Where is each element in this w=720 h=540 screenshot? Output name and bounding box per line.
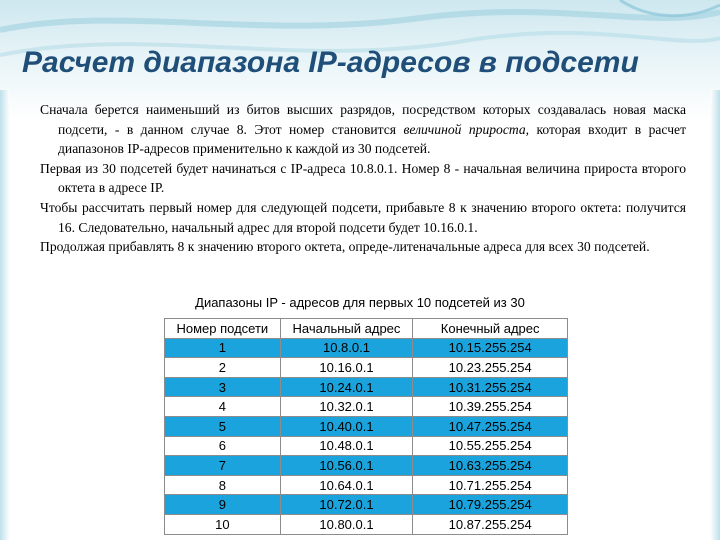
slide-frame-right <box>710 90 720 540</box>
cell-start-address: 10.80.0.1 <box>280 514 413 534</box>
paragraph-2: Первая из 30 подсетей будет начинаться с IP-адреса 10.8.0.1. Номер 8 - начальная величина прироста второго октета в адресе IP. <box>40 160 686 196</box>
paragraph-1-text: Сначала берется наименьший из битов высших разрядов, посредством которых создавалась новая маска подсети, - в данном случае 8. Этот номер становится <box>40 102 686 137</box>
table-row <box>165 495 568 515</box>
cell-subnet-number: 5 <box>165 416 281 436</box>
cell-start-address: 10.24.0.1 <box>280 377 413 397</box>
page-title: Расчет диапазона IP-адресов в подсети <box>22 46 639 79</box>
cell-subnet-number: 8 <box>165 475 281 495</box>
cell-start-address: 10.64.0.1 <box>280 475 413 495</box>
cell-subnet-number: 1 <box>165 338 281 358</box>
cell-subnet-number: 6 <box>165 436 281 456</box>
paragraph-3: Чтобы рассчитать первый номер для следующей подсети, прибавьте 8 к значению второго октета: получится 16. Следовательно, начальный адрес для второй подсети будет 10.16.0.1. <box>40 199 686 235</box>
table-row <box>165 416 568 436</box>
table-row <box>165 377 568 397</box>
cell-start-address: 10.16.0.1 <box>280 358 413 378</box>
header-end-address: Конечный адрес <box>413 319 568 339</box>
cell-end-address: 10.55.255.254 <box>413 436 568 456</box>
header-start-address: Начальный адрес <box>280 319 413 339</box>
cell-end-address: 10.15.255.254 <box>413 338 568 358</box>
cell-subnet-number: 3 <box>165 377 281 397</box>
ip-ranges-table <box>164 318 568 535</box>
paragraph-1 <box>40 100 686 159</box>
table-caption: Диапазоны IP - адресов для первых 10 подсетей из 30 <box>195 295 525 310</box>
header-subnet-number: Номер подсети <box>165 319 281 339</box>
cell-subnet-number: 7 <box>165 456 281 476</box>
cell-end-address: 10.39.255.254 <box>413 397 568 417</box>
cell-subnet-number: 2 <box>165 358 281 378</box>
cell-start-address: 10.48.0.1 <box>280 436 413 456</box>
paragraph-1-text-end: которая входит в расчет диапазонов IP-адресов применительно к каждой из 30 подсетей. <box>58 121 687 157</box>
cell-start-address: 10.56.0.1 <box>280 456 413 476</box>
table-row <box>165 456 568 476</box>
cell-subnet-number: 10 <box>165 514 281 534</box>
table-row <box>165 436 568 456</box>
cell-end-address: 10.23.255.254 <box>413 358 568 378</box>
cell-start-address: 10.32.0.1 <box>280 397 413 417</box>
table-row <box>165 475 568 495</box>
cell-subnet-number: 9 <box>165 495 281 515</box>
body-text <box>40 100 686 257</box>
cell-end-address: 10.71.255.254 <box>413 475 568 495</box>
table-row <box>165 338 568 358</box>
table-row <box>165 514 568 534</box>
cell-end-address: 10.47.255.254 <box>413 416 568 436</box>
cell-end-address: 10.63.255.254 <box>413 456 568 476</box>
table-row <box>165 397 568 417</box>
cell-subnet-number: 4 <box>165 397 281 417</box>
cell-end-address: 10.87.255.254 <box>413 514 568 534</box>
paragraph-4: Продолжая прибавлять 8 к значению второго октета, опреде-литеначальные адреса для всех 30 подсетей. <box>40 239 650 255</box>
cell-end-address: 10.31.255.254 <box>413 377 568 397</box>
cell-start-address: 10.40.0.1 <box>280 416 413 436</box>
paragraph-1-emphasis: величиной прироста, <box>403 121 530 137</box>
table-row <box>165 358 568 378</box>
slide-frame-left <box>0 90 10 540</box>
cell-end-address: 10.79.255.254 <box>413 495 568 515</box>
cell-start-address: 10.72.0.1 <box>280 495 413 515</box>
cell-start-address: 10.8.0.1 <box>280 338 413 358</box>
table-header-row <box>165 319 568 339</box>
